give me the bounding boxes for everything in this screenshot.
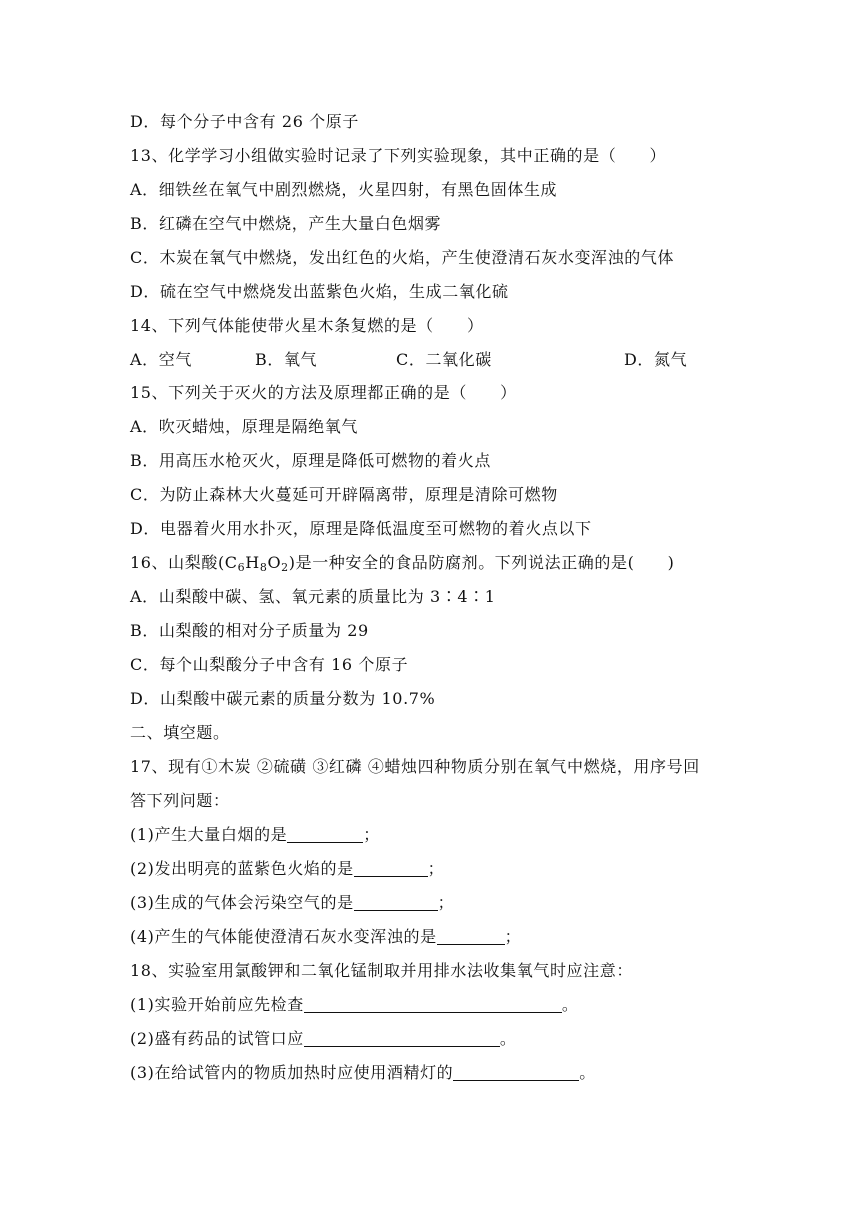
answer-blank[interactable] [453,1064,579,1081]
q13-option-c: C．木炭在氧气中燃烧，发出红色的火焰，产生使澄清石灰水变浑浊的气体 [130,248,675,267]
answer-blank[interactable] [304,1030,500,1047]
q18-item-1: (1)实验开始前应先检查 。 [130,995,579,1014]
question-17: 17、现有①木炭 ②硫磺 ③红磷 ④蜡烛四种物质分别在氧气中燃烧，用序号回 [130,757,700,776]
question-17-cont: 答下列问题： [130,791,230,810]
q13-option-b: B．红磷在空气中燃烧，产生大量白色烟雾 [130,214,442,233]
question-16: 16、山梨酸$(C_6H_8O_2)$是一种安全的食品防腐剂。下列说法正确的是( ) [130,553,675,574]
q15-option-d: D．电器着火用水扑灭，原理是降低温度至可燃物的着火点以下 [130,519,592,538]
q14-option-a: A．空气 [130,350,192,369]
question-15: 15、下列关于灭火的方法及原理都正确的是（ ） [130,383,517,402]
q16-option-c: C．每个山梨酸分子中含有 16 个原子 [130,655,409,674]
q17-item-1: (1)产生大量白烟的是 ； [130,825,380,844]
answer-blank[interactable] [287,826,363,843]
q14-option-b: B．氧气 [255,350,318,369]
question-13: 13、化学学习小组做实验时记录了下列实验现象，其中正确的是（ ） [130,146,667,165]
q16-option-a: A．山梨酸中碳、氢、氧元素的质量比为 3∶4∶1 [130,587,496,606]
q15-option-c: C．为防止森林大火蔓延可开辟隔离带，原理是清除可燃物 [130,485,558,504]
answer-blank[interactable] [354,860,428,877]
q18-item-3: (3)在给试管内的物质加热时应使用酒精灯的 。 [130,1063,596,1082]
question-18: 18、实验室用氯酸钾和二氧化锰制取并用排水法收集氧气时应注意： [130,961,633,980]
answer-blank[interactable] [437,928,505,945]
q13-option-a: A．细铁丝在氧气中剧烈燃烧，火星四射，有黑色固体生成 [130,180,558,199]
answer-blank[interactable] [354,894,438,911]
section-heading: 二、填空题。 [130,723,230,742]
question-14: 14、下列气体能使带火星木条复燃的是（ ） [130,316,484,335]
q14-option-d: D．氮气 [624,350,688,369]
q15-option-b: B．用高压水枪灭火，原理是降低可燃物的着火点 [130,451,491,470]
q16-option-b: B．山梨酸的相对分子质量为 29 [130,621,369,640]
q12-option-d: D．每个分子中含有 26 个原子 [130,112,359,131]
answer-blank[interactable] [304,996,562,1013]
q17-item-4: (4)产生的气体能使澄清石灰水变浑浊的是 ； [130,927,522,946]
q14-option-c: C．二氧化碳 [396,350,492,369]
q17-item-3: (3)生成的气体会污染空气的是 ； [130,893,455,912]
q16-option-d: D．山梨酸中碳元素的质量分数为 10.7% [130,689,436,708]
q13-option-d: D．硫在空气中燃烧发出蓝紫色火焰，生成二氧化硫 [130,282,509,301]
q15-option-a: A．吹灭蜡烛，原理是隔绝氧气 [130,417,358,436]
q17-item-2: (2)发出明亮的蓝紫色火焰的是 ； [130,859,445,878]
q18-item-2: (2)盛有药品的试管口应 。 [130,1029,517,1048]
